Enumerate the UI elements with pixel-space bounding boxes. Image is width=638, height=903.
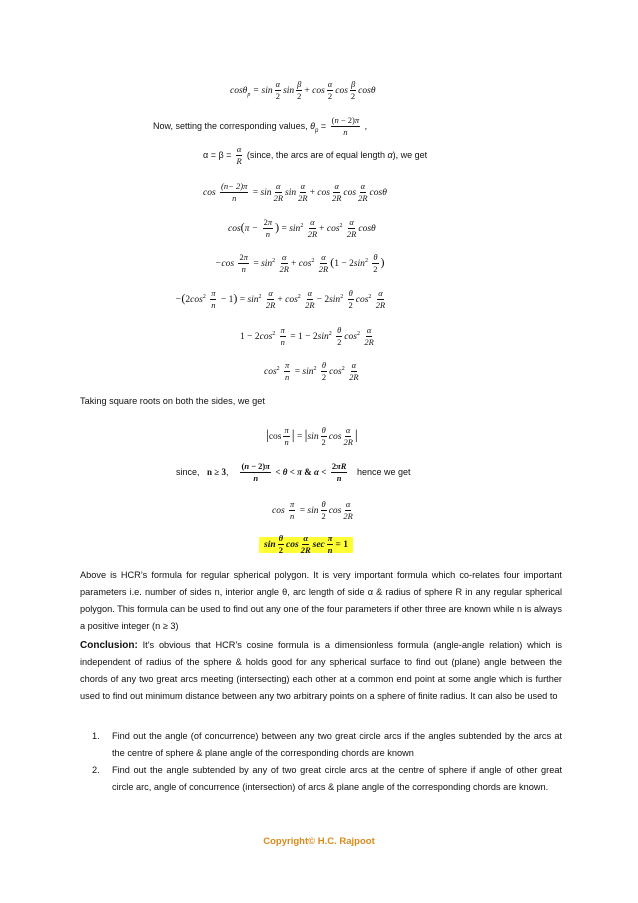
list-item-number: 1. (92, 731, 100, 741)
equation-step-6: $\cos^2$ $\frac{\pi}{n}$ = $\sin^2$ $\frac{\theta}{2}$ $\cos^2$ $\frac{\alpha}{2R}$ (264, 360, 359, 383)
conclusion-heading: Conclusion: (80, 640, 138, 651)
equation-result: cos $\frac{\pi}{n}$ = sin $\frac{\theta}{2}$ cos $\frac{\alpha}{2R}$ (272, 499, 353, 522)
paragraph-hcr-formula: Above is HCR’s formula for regular spherical polygon. It is very important formula which co-relates four important parameters i.e. number of sides n, interior angle θ, arc length of side α & radius of sphere R in any regular spherical polygon. This formula can be used to find out any one of the four parameters if other three are known while n is always a positive integer (n ≥ 3) (80, 570, 562, 631)
conclusion-body: It’s obvious that HCR’s cosine formula is a dimensionless formula (angle-angle relation) which is independent of radius of the sphere & holds good for any spherical surface to find out (plane) angle between the chords of any two great arcs meeting (intersecting) each other at a common end point at some angle which is further used to find out minimum distance between any two arbitrary points on a sphere of finite radius. It can also be used to (80, 640, 562, 701)
equation-step-3: −cos $\frac{2\pi}{n}$ = $\sin^2$ $\frac{\alpha}{2R}$ + $\cos^2$ $\frac{\alpha}{2R}$ ($1 - 2\sin^2$ $\frac{\theta}{2}$ ) (215, 252, 385, 275)
equation-spherical-cosine: cosθ$_p$ = sin $\frac{\alpha}{2}$ sin $\frac{\beta}{2}$ + cos $\frac{\alpha}{2}$ cos $\frac{\beta}{2}$ cosθ (230, 79, 376, 102)
list-item (80, 762, 562, 796)
equation-conditions: since, n ≥ 3, $\frac{(n - 2)\pi}{n}$ < θ < π & α < $\frac{2\pi R}{n}$ hence we get (176, 461, 411, 484)
equation-step-1: cos $\frac{(n- 2)\pi}{n}$ = sin $\frac{\alpha}{2R}$ sin $\frac{\alpha}{2R}$ + cos $\frac{\alpha}{2R}$ cos $\frac{\alpha}{2R}$ cosθ (203, 181, 387, 204)
equation-step-4: $-(2\cos^2$ $\frac{\pi}{n}$ − $1) = \sin^2$ $\frac{\alpha}{2R}$ + $\cos^2$ $\frac{\alpha}{2R}$ − $2\sin^2$ $\frac{\theta}{2}$ $\cos^2$ $\frac{\alpha}{2R}$ (175, 288, 386, 311)
copyright-footer: Copyright© H.C. Rajpoot (263, 836, 375, 847)
paragraph-conclusion (80, 637, 562, 705)
equation-step-2: cos(π − $\frac{2\pi}{n}$ ) = $\sin^2$ $\frac{\alpha}{2R}$ + $\cos^2$ $\frac{\alpha}{2R}$ cosθ (228, 217, 376, 240)
equation-hcr-formula: sin $\frac{\theta}{2}$ cos $\frac{\alpha}{2R}$ sec $\frac{\pi}{n}$ = 1 (259, 534, 353, 556)
equation-step-5: $1 - 2\cos^2$ $\frac{\pi}{n}$ = $1 - 2\sin^2$ $\frac{\theta}{2}$ $\cos^2$ $\frac{\alpha}{2R}$ (240, 325, 374, 348)
list-item-text: Find out the angle subtended by any of two great circle arcs at the centre of sphere if angle of other great circle arc, angle of concurrence (intersection) of arcs & plane angle of the corresponding chords are known. (112, 765, 562, 792)
list-item-text: Find out the angle (of concurrence) between any two great circle arcs if the angles subtended by the arcs at the centre of sphere & plane angle of the corresponding chords are known (112, 731, 562, 758)
list-item (80, 728, 562, 762)
equation-equal-arcs: α = β = $\frac{\alpha}{R}$ (since, the arcs are of equal length α), we get (203, 144, 428, 167)
conclusion-list (80, 728, 562, 796)
text-taking-roots: Taking square roots on both the sides, we get (80, 396, 265, 406)
list-item-number: 2. (92, 765, 100, 775)
equation-abs-values: |cos $\frac{\pi}{n}$ | = |sin $\frac{\theta}{2}$ cos $\frac{\alpha}{2R}$ | (266, 425, 358, 448)
equation-setting-values: Now, setting the corresponding values, $\theta_p$ = $\frac{(n - 2)\pi}{n}$ , (153, 115, 368, 138)
